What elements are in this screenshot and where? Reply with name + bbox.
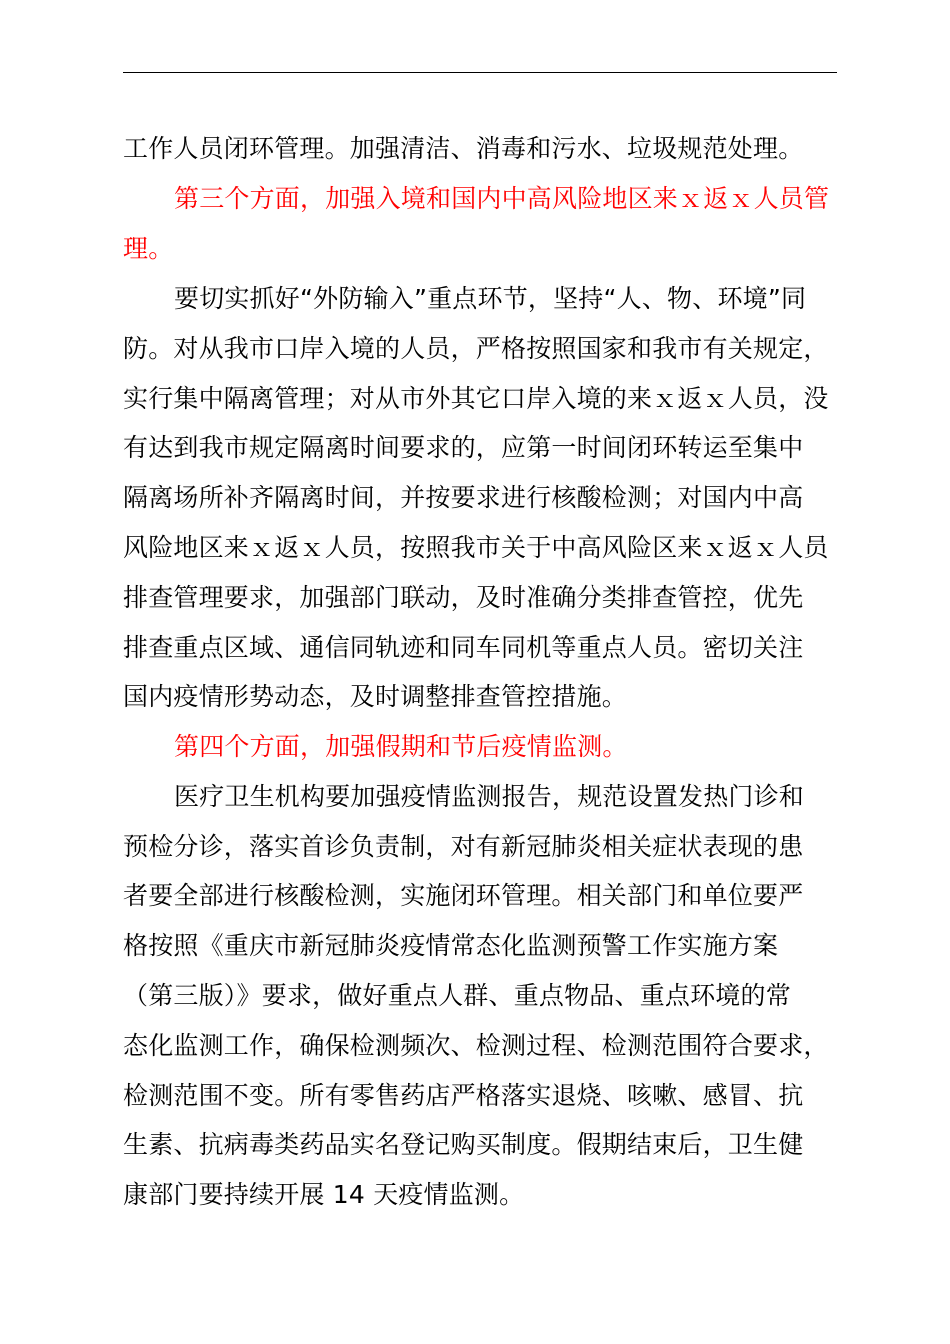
paragraph-line: 要切实抓好“外防输入”重点环节，坚持“人、物、环境”同 (174, 284, 807, 313)
paragraph-line: 有达到我市规定隔离时间要求的，应第一时间闭环转运至集中 (123, 433, 804, 462)
paragraph-line: 排查重点区域、通信同轨迹和同车同机等重点人员。密切关注 (123, 633, 804, 662)
paragraph-line: 态化监测工作，确保检测频次、检测过程、检测范围符合要求， (123, 1031, 829, 1060)
paragraph-line: 实行集中隔离管理；对从市外其它口岸入境的来ｘ返ｘ人员，没 (123, 384, 829, 413)
paragraph-line: 者要全部进行核酸检测，实施闭环管理。相关部门和单位要严 (123, 881, 804, 910)
paragraph-line: 防。对从我市口岸入境的人员，严格按照国家和我市有关规定， (123, 334, 829, 363)
header-rule (123, 72, 837, 73)
paragraph-line: 风险地区来ｘ返ｘ人员，按照我市关于中高风险区来ｘ返ｘ人员 (123, 533, 829, 562)
paragraph-line: 医疗卫生机构要加强疫情监测报告，规范设置发热门诊和 (174, 782, 805, 811)
section-heading-3-cont: 理。 (123, 234, 174, 263)
section-heading-4: 第四个方面，加强假期和节后疫情监测。 (174, 732, 628, 761)
paragraph-line: 检测范围不变。所有零售药店严格落实退烧、咳嗽、感冒、抗 (123, 1081, 804, 1110)
paragraph-line: 康部门要持续开展 14 天疫情监测。 (123, 1180, 525, 1209)
paragraph-line: 生素、抗病毒类药品实名登记购买制度。假期结束后，卫生健 (123, 1130, 804, 1159)
paragraph-line: 格按照《重庆市新冠肺炎疫情常态化监测预警工作实施方案 (123, 931, 779, 960)
paragraph-line: 工作人员闭环管理。加强清洁、消毒和污水、垃圾规范处理。 (123, 134, 804, 163)
paragraph-line: 国内疫情形势动态，及时调整排查管控措施。 (123, 682, 628, 711)
paragraph-line: （第三版）》要求，做好重点人群、重点物品、重点环境的常 (123, 981, 791, 1010)
paragraph-line: 隔离场所补齐隔离时间，并按要求进行核酸检测；对国内中高 (123, 483, 804, 512)
paragraph-line: 预检分诊，落实首诊负责制，对有新冠肺炎相关症状表现的患 (123, 832, 804, 861)
section-heading-3: 第三个方面，加强入境和国内中高风险地区来ｘ返ｘ人员管 (174, 184, 830, 213)
paragraph-line: 排查管理要求，加强部门联动，及时准确分类排查管控，优先 (123, 583, 804, 612)
